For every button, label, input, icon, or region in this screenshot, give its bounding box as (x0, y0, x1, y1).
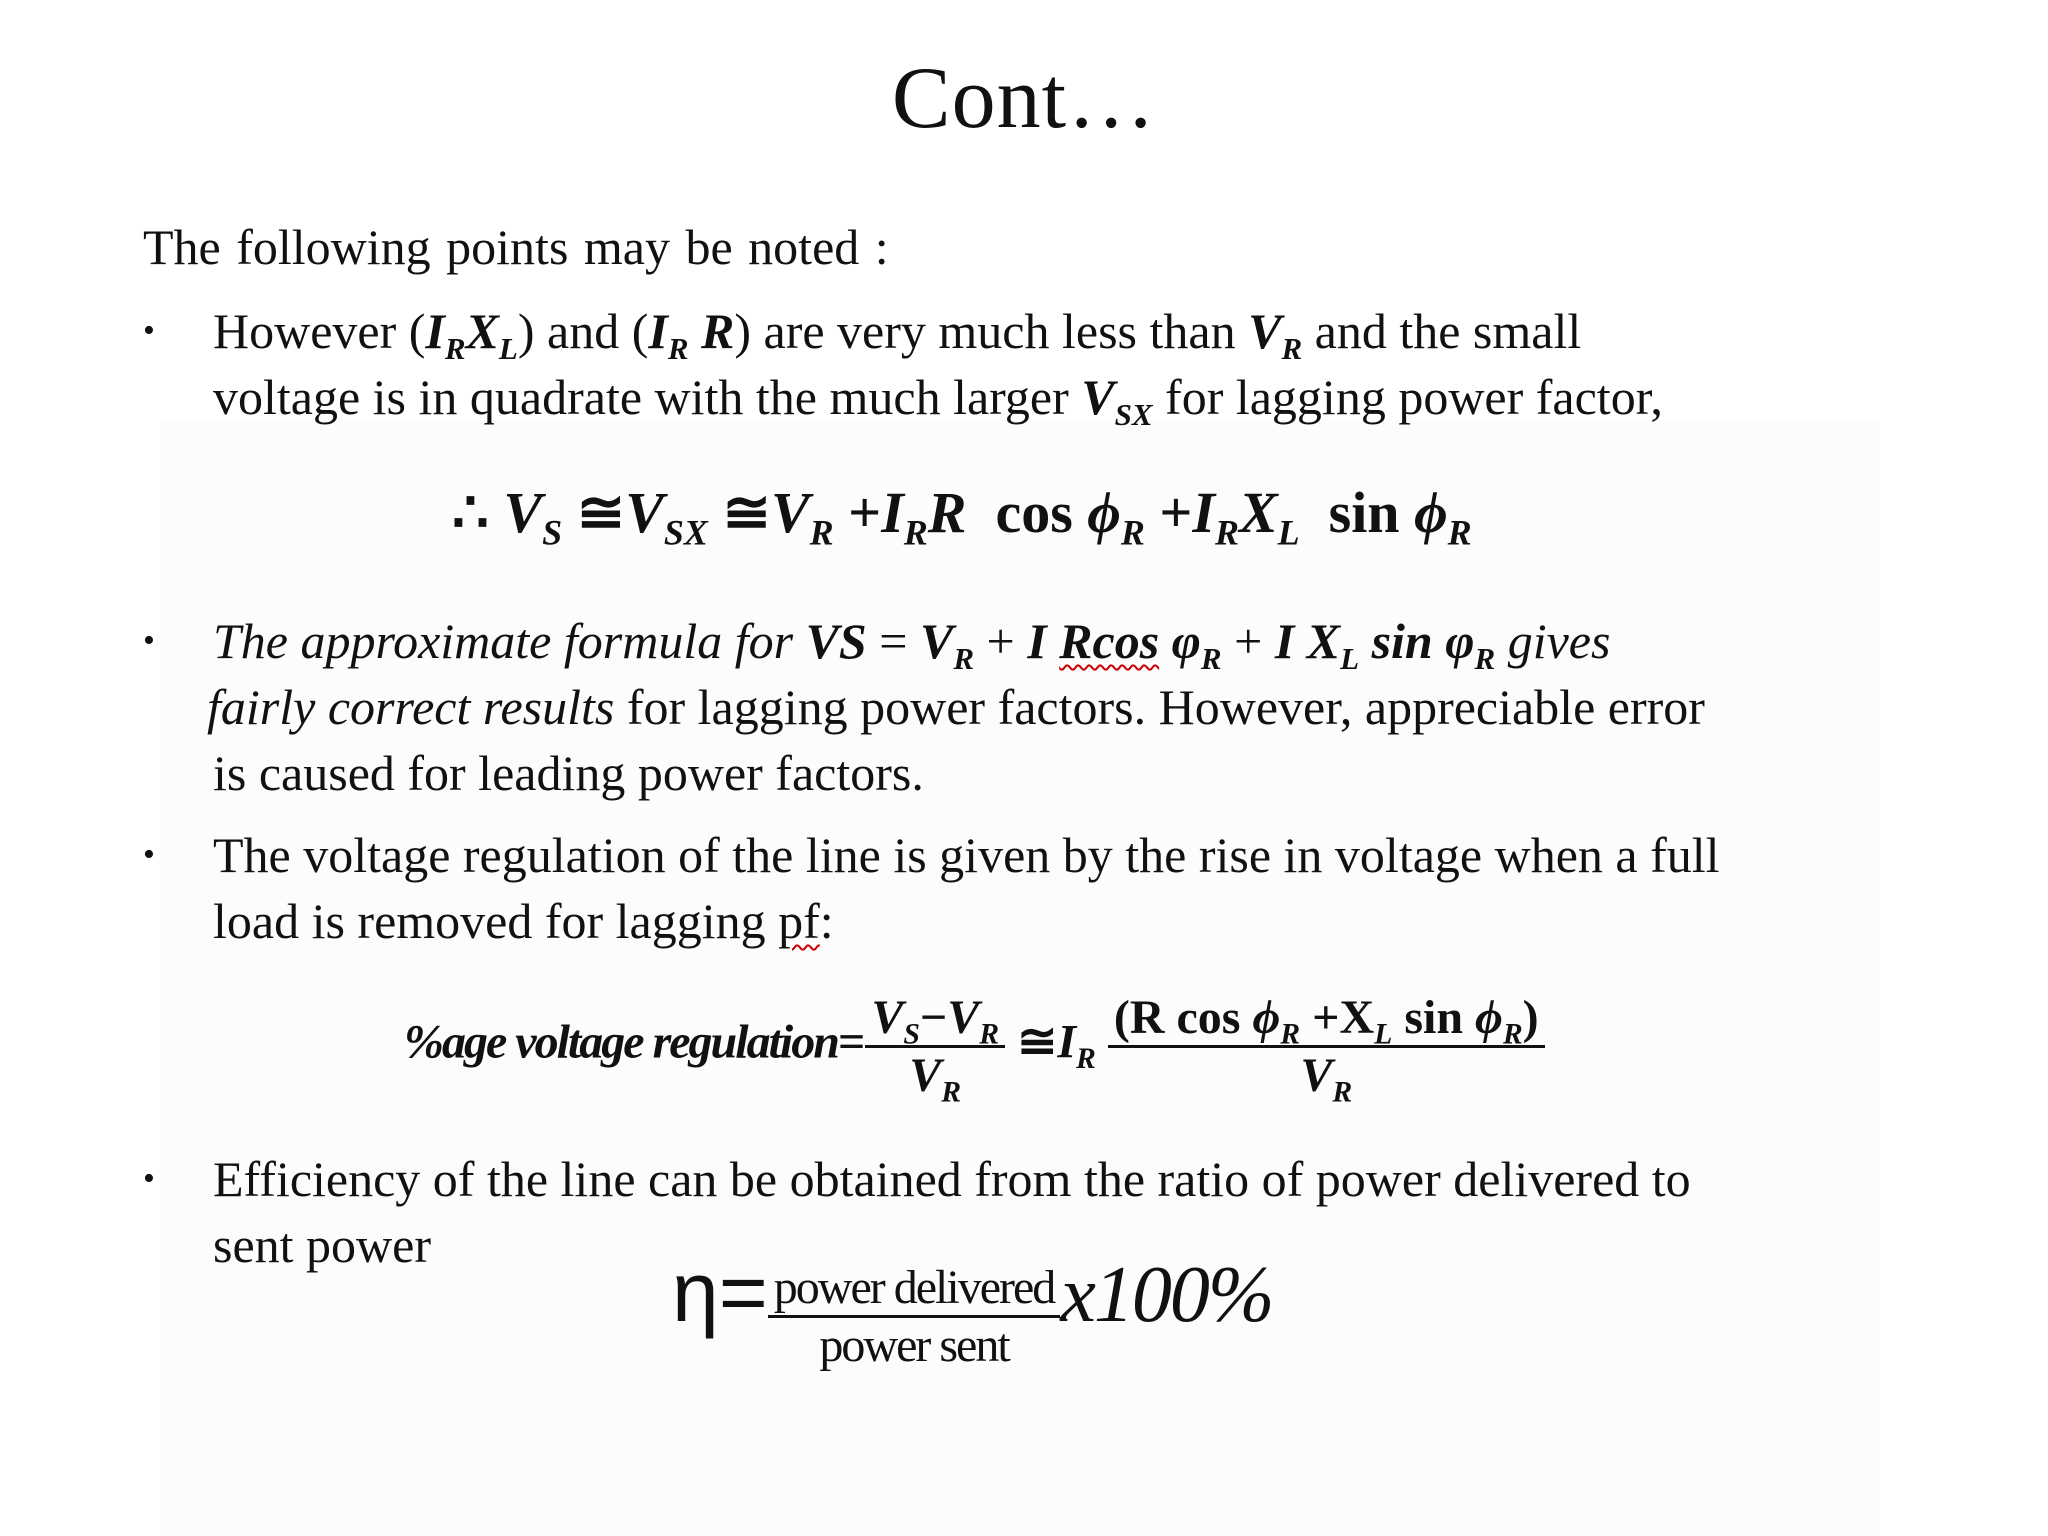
bullet-text (213, 298, 1663, 430)
formula-sending-voltage: ∴ $V_S$ $≅V_{SX}$ $≅V_R +I_RR$ $\cos \phi_R +I_RX_L$ $\sin \phi_R$ (452, 480, 1472, 553)
fraction: $\frac{\text{power delivered}}{\text{power sent}}$ (768, 1260, 1061, 1373)
formula-efficiency: η= $\frac{\text{power delivered}}{\text{power sent}}$ x100% (672, 1245, 1273, 1373)
formula-label: %age voltage regulation (404, 1015, 838, 1069)
bullet-dot: • (143, 312, 155, 349)
bullet-dot: • (143, 836, 155, 873)
bullet-line: However $(I_RX_L)$ and ($I_R$ R) are very much less than $V_R$ and the small (213, 303, 1582, 366)
bullet-line: sent power (213, 1217, 431, 1273)
bullet-dot: • (143, 1160, 155, 1197)
bullet-line: is caused for leading power factors. (213, 745, 924, 801)
intro-text: The following points may be noted : (143, 219, 889, 275)
bullet-line: The voltage regulation of the line is given by the rise in voltage when a full (213, 827, 1720, 883)
fraction: $\frac{V_S-V_R}{V_R}$ (865, 990, 1005, 1103)
bullet-line: Efficiency of the line can be obtained from the ratio of power delivered to (213, 1151, 1691, 1207)
bullet-text (213, 822, 1720, 954)
bullet-line: The approximate formula for VS = $V_R + I$ Rcos $\varphi_R + I$ $X_L$ $\sin \varphi_R$ gives (213, 613, 1611, 676)
bullet-dot: • (143, 622, 155, 659)
fraction: $\frac{(R \cos \phi_R +X_L \sin \phi_R)}{V_R}$ (1108, 990, 1545, 1103)
bullet-line: load is removed for lagging pf: (213, 893, 834, 949)
bullet-line: voltage is in quadrate with the much larger $V_{SX}$ for lagging power factor, (213, 369, 1663, 432)
bullet-text (207, 608, 1705, 806)
slide-title: Cont… (891, 50, 1157, 147)
bullet-line: fairly correct results for lagging power factors. However, appreciable error (207, 679, 1705, 735)
formula-voltage-regulation: %age voltage regulation= $\frac{V_S-V_R}{V_R}$ $≅I_R$ $\frac{(R \cos \phi_R +X_L \sin \phi_R)}{V_R}$ (404, 990, 1545, 1103)
